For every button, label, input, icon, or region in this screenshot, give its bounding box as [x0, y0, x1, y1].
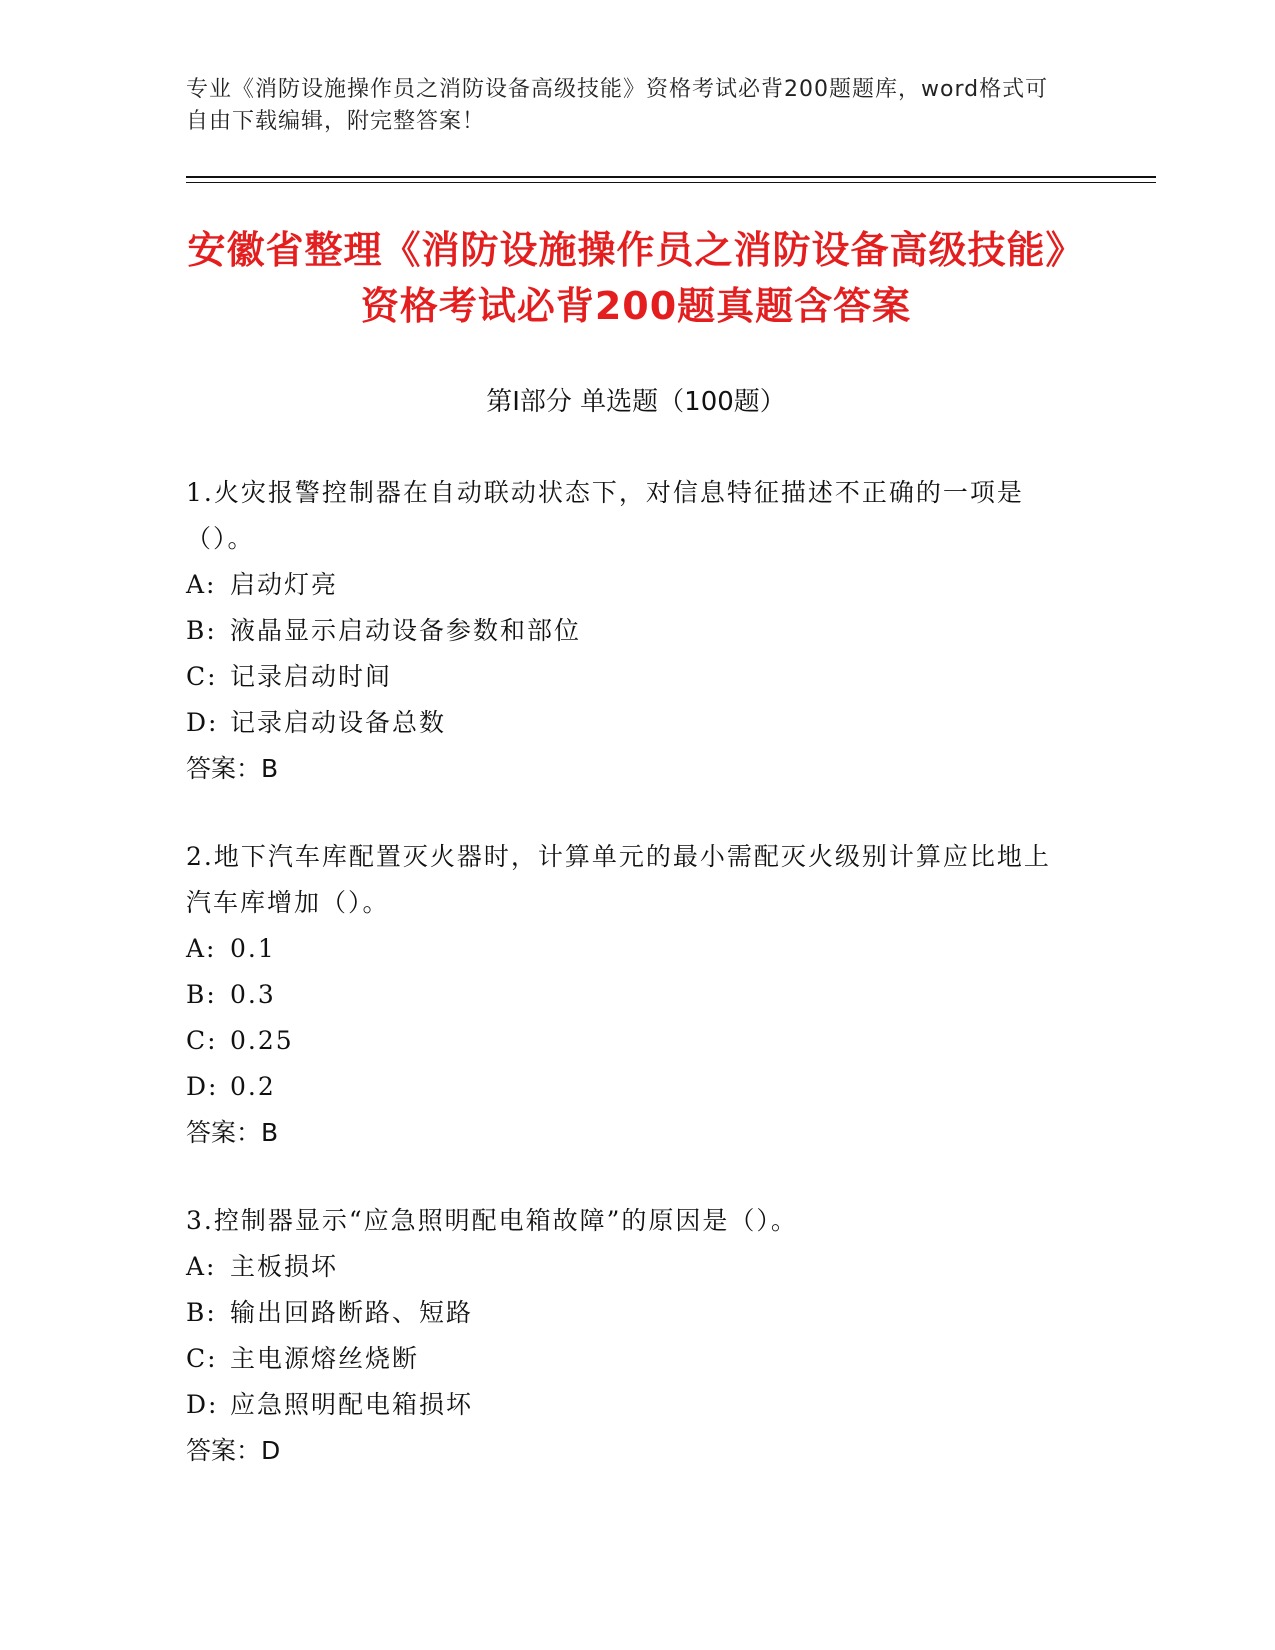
option-b — [186, 1290, 1066, 1336]
option-text: 液晶显示启动设备参数和部位 — [230, 616, 582, 645]
option-c — [186, 654, 1066, 700]
option-a — [186, 926, 1066, 972]
option-letter: B: — [186, 1298, 217, 1327]
header-rule-thin — [186, 182, 1156, 183]
option-letter: D: — [186, 1072, 219, 1101]
option-text: 记录启动时间 — [230, 662, 393, 691]
question-stem: 2.地下汽车库配置灭火器时，计算单元的最小需配灭火级别计算应比地上汽车库增加（）。 — [186, 842, 1051, 917]
option-letter: B: — [186, 980, 217, 1009]
header-note: 专业《消防设施操作员之消防设备高级技能》资格考试必背200题题库，word格式可自由下载编辑，附完整答案！ — [186, 77, 1049, 134]
option-text: 记录启动设备总数 — [230, 708, 447, 737]
option-text: 应急照明配电箱损坏 — [230, 1390, 474, 1419]
question-2 — [186, 834, 1066, 1156]
answer-line: 答案：D — [186, 1436, 281, 1465]
option-text: 0.2 — [230, 1072, 276, 1101]
option-letter: A: — [186, 570, 217, 599]
option-letter: B: — [186, 616, 217, 645]
question-list — [186, 470, 1066, 1516]
option-c — [186, 1018, 1066, 1064]
option-a — [186, 1244, 1066, 1290]
question-3 — [186, 1198, 1066, 1474]
option-letter: C: — [186, 662, 218, 691]
option-a — [186, 562, 1066, 608]
option-text: 0.3 — [230, 980, 276, 1009]
option-d — [186, 1064, 1066, 1110]
option-letter: A: — [186, 1252, 217, 1281]
option-b — [186, 972, 1066, 1018]
question-stem: 3.控制器显示“应急照明配电箱故障”的原因是（）。 — [186, 1206, 798, 1235]
option-letter: D: — [186, 708, 219, 737]
option-letter: D: — [186, 1390, 219, 1419]
option-text: 输出回路断路、短路 — [230, 1298, 474, 1327]
document-title: 安徽省整理《消防设施操作员之消防设备高级技能》资格考试必背200题真题含答案 — [187, 228, 1085, 328]
option-text: 主电源熔丝烧断 — [230, 1344, 420, 1373]
option-d — [186, 700, 1066, 746]
option-b — [186, 608, 1066, 654]
option-letter: A: — [186, 934, 217, 963]
section-title: 第Ⅰ部分 单选题（100题） — [486, 387, 786, 417]
option-c — [186, 1336, 1066, 1382]
option-letter: C: — [186, 1026, 218, 1055]
header-rule-thick — [186, 176, 1156, 178]
question-stem: 1.火灾报警控制器在自动联动状态下，对信息特征描述不正确的一项是（）。 — [186, 478, 1024, 553]
question-1 — [186, 470, 1066, 792]
option-text: 0.25 — [230, 1026, 294, 1055]
answer-line: 答案：B — [186, 754, 279, 783]
option-text: 主板损坏 — [230, 1252, 339, 1281]
option-text: 启动灯亮 — [230, 570, 339, 599]
option-d — [186, 1382, 1066, 1428]
answer-line: 答案：B — [186, 1118, 279, 1147]
option-letter: C: — [186, 1344, 218, 1373]
option-text: 0.1 — [230, 934, 276, 963]
